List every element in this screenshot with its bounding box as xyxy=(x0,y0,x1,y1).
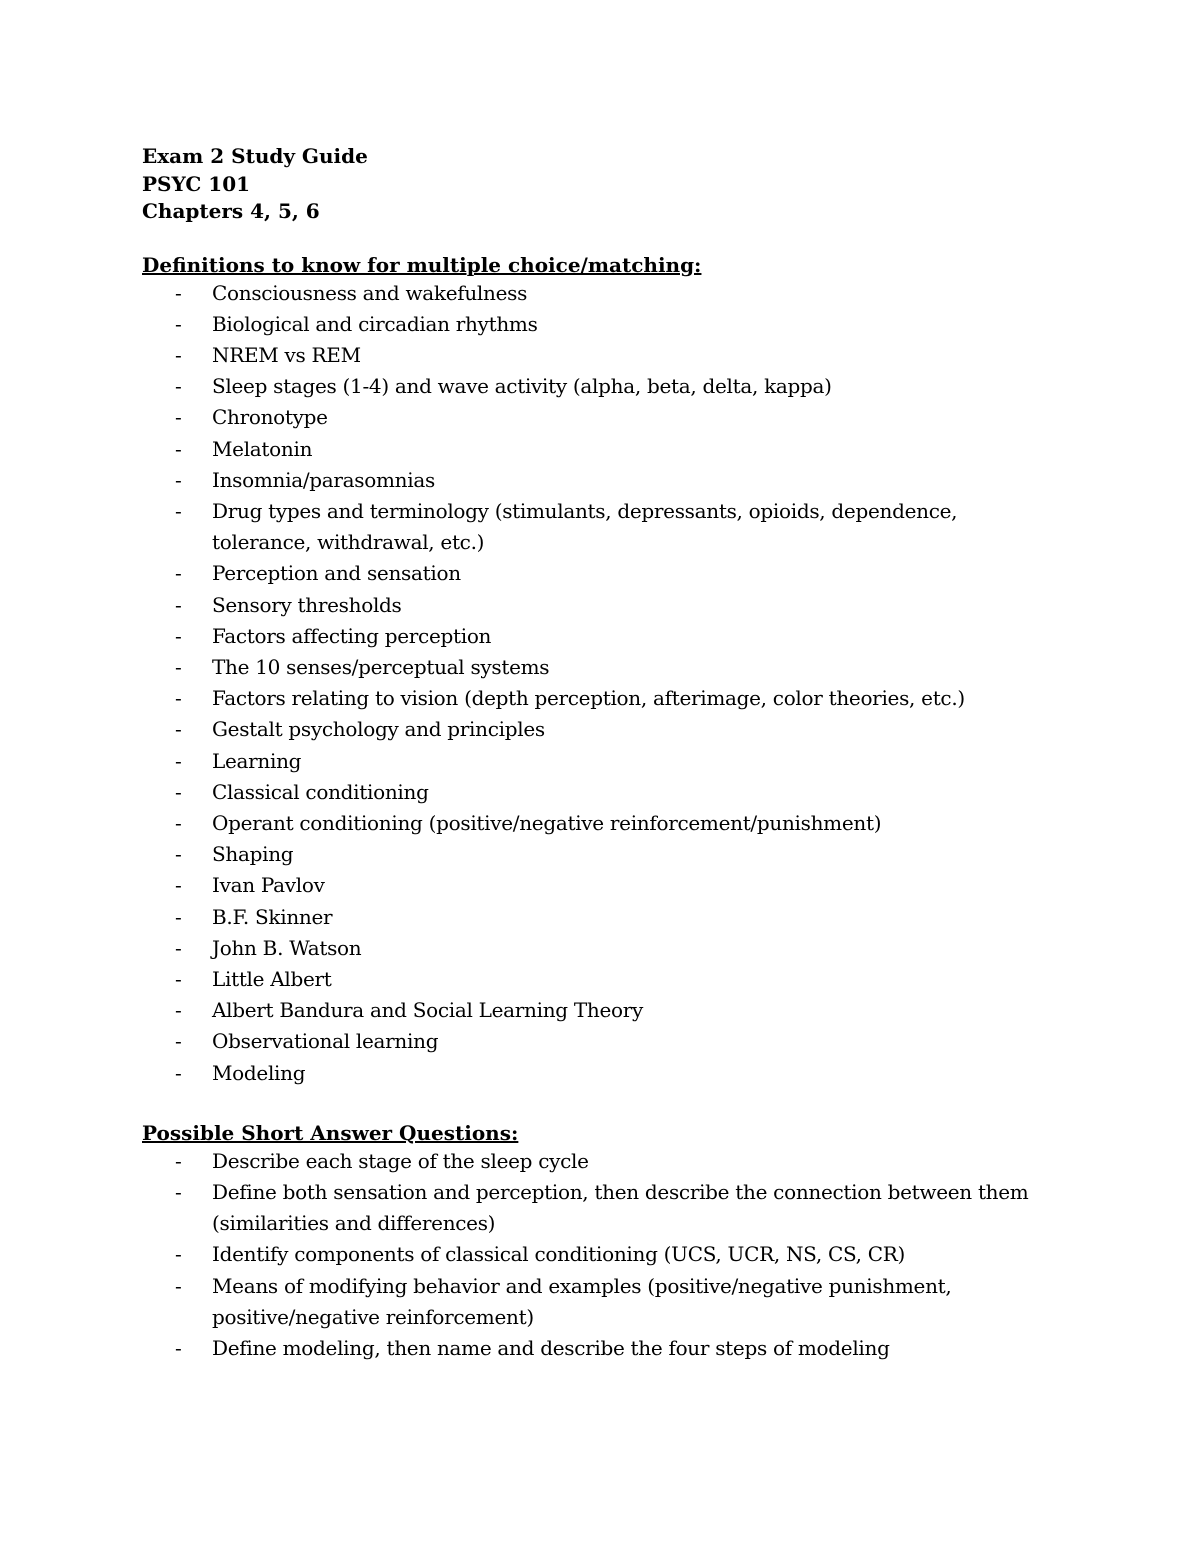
list-item-text: Chronotype xyxy=(212,405,328,430)
bullet-dash: - xyxy=(175,1242,182,1267)
list-item-text: Shaping xyxy=(212,842,294,867)
list-item-text: Biological and circadian rhythms xyxy=(212,311,538,336)
bullet-dash: - xyxy=(175,436,182,461)
bullet-dash: - xyxy=(175,1029,182,1054)
bullet-dash: - xyxy=(175,686,182,711)
list-item xyxy=(142,870,1042,901)
list-item-text: Sleep stages (1-4) and wave activity (alpha, beta, delta, kappa) xyxy=(212,374,832,399)
list-item-text: John B. Watson xyxy=(212,935,362,960)
bullet-dash: - xyxy=(175,904,182,929)
list-item-text: Learning xyxy=(212,748,302,773)
bullet-dash: - xyxy=(175,966,182,991)
list-item xyxy=(142,496,1042,558)
list-item xyxy=(142,652,1042,683)
list-item-text: Describe each stage of the sleep cycle xyxy=(212,1148,589,1173)
list-item xyxy=(142,371,1042,402)
bullet-dash: - xyxy=(175,592,182,617)
chapters-line: Chapters 4, 5, 6 xyxy=(142,199,320,223)
list-item-text: Factors relating to vision (depth perception, afterimage, color theories, etc.) xyxy=(212,686,965,711)
list-item-text: B.F. Skinner xyxy=(212,904,333,929)
list-item-text: Observational learning xyxy=(212,1029,439,1054)
list-item-text: Modeling xyxy=(212,1060,306,1085)
list-item-text: Classical conditioning xyxy=(212,779,429,804)
list-item-text: Define both sensation and perception, then describe the connection between them (similarities and differences) xyxy=(212,1179,1029,1236)
bullet-dash: - xyxy=(175,374,182,399)
list-item xyxy=(142,933,1042,964)
list-item-text: Define modeling, then name and describe the four steps of modeling xyxy=(212,1336,890,1360)
list-item-text: Gestalt psychology and principles xyxy=(212,717,545,742)
bullet-dash: - xyxy=(175,342,182,367)
bullet-dash: - xyxy=(175,779,182,804)
list-item xyxy=(142,434,1042,465)
bullet-dash: - xyxy=(175,498,182,523)
bullet-dash: - xyxy=(175,311,182,336)
list-item xyxy=(142,278,1042,309)
bullet-dash: - xyxy=(175,935,182,960)
list-item xyxy=(142,1177,1042,1239)
list-item xyxy=(142,995,1042,1026)
list-item xyxy=(142,558,1042,589)
list-item xyxy=(142,808,1042,839)
bullet-dash: - xyxy=(175,1179,182,1204)
course-code: PSYC 101 xyxy=(142,171,251,196)
list-item xyxy=(142,590,1042,621)
bullet-dash: - xyxy=(175,654,182,679)
list-item xyxy=(142,1058,1042,1089)
bullet-dash: - xyxy=(175,748,182,773)
list-item xyxy=(142,746,1042,777)
list-item-text: Operant conditioning (positive/negative reinforcement/punishment) xyxy=(212,810,882,835)
list-item-text: Factors affecting perception xyxy=(212,623,492,648)
list-item xyxy=(142,340,1042,371)
list-item xyxy=(142,309,1042,340)
bullet-dash: - xyxy=(175,842,182,867)
bullet-dash: - xyxy=(175,561,182,586)
list-item-text: Perception and sensation xyxy=(212,561,461,586)
list-item xyxy=(142,964,1042,995)
list-item xyxy=(142,714,1042,745)
list-item-text: Means of modifying behavior and examples (positive/negative punishment, positive/negative reinforcement) xyxy=(212,1273,952,1329)
bullet-dash: - xyxy=(175,810,182,835)
list-item-text: Melatonin xyxy=(212,436,313,461)
bullet-dash: - xyxy=(175,405,182,430)
list-item-text: The 10 senses/perceptual systems xyxy=(212,654,550,679)
list-item xyxy=(142,1026,1042,1057)
bullet-dash: - xyxy=(175,280,182,305)
list-item xyxy=(142,1146,1042,1177)
definitions-heading: Definitions to know for multiple choice/matching: xyxy=(142,252,702,277)
short-answer-heading: Possible Short Answer Questions: xyxy=(142,1120,519,1145)
bullet-dash: - xyxy=(175,1273,182,1298)
list-item-text: Ivan Pavlov xyxy=(212,873,325,898)
document-title: Exam 2 Study Guide xyxy=(142,144,368,168)
list-item xyxy=(142,1271,1042,1333)
list-item-text: Albert Bandura and Social Learning Theory xyxy=(212,998,644,1023)
list-item-text: Insomnia/parasomnias xyxy=(212,467,435,492)
list-item-text: Identify components of classical conditioning (UCS, UCR, NS, CS, CR) xyxy=(212,1242,906,1267)
bullet-dash: - xyxy=(175,623,182,648)
list-item xyxy=(142,402,1042,433)
bullet-dash: - xyxy=(175,1336,182,1360)
document-page xyxy=(142,143,1042,1364)
list-item xyxy=(142,621,1042,652)
list-item xyxy=(142,777,1042,808)
list-item xyxy=(142,839,1042,870)
list-item xyxy=(142,1333,1042,1364)
list-item-text: Sensory thresholds xyxy=(212,592,402,617)
list-item xyxy=(142,465,1042,496)
bullet-dash: - xyxy=(175,1060,182,1085)
bullet-dash: - xyxy=(175,873,182,898)
list-item xyxy=(142,683,1042,714)
definitions-list xyxy=(142,278,1042,1089)
list-item xyxy=(142,902,1042,933)
bullet-dash: - xyxy=(175,717,182,742)
bullet-dash: - xyxy=(175,467,182,492)
bullet-dash: - xyxy=(175,998,182,1023)
bullet-dash: - xyxy=(175,1148,182,1173)
list-item-text: Drug types and terminology (stimulants, depressants, opioids, dependence, tolerance, withdrawal, etc.) xyxy=(212,498,958,555)
short-answer-list xyxy=(142,1146,1042,1364)
list-item-text: Consciousness and wakefulness xyxy=(212,280,528,305)
list-item-text: Little Albert xyxy=(212,966,332,991)
list-item-text: NREM vs REM xyxy=(212,342,361,367)
list-item xyxy=(142,1239,1042,1270)
